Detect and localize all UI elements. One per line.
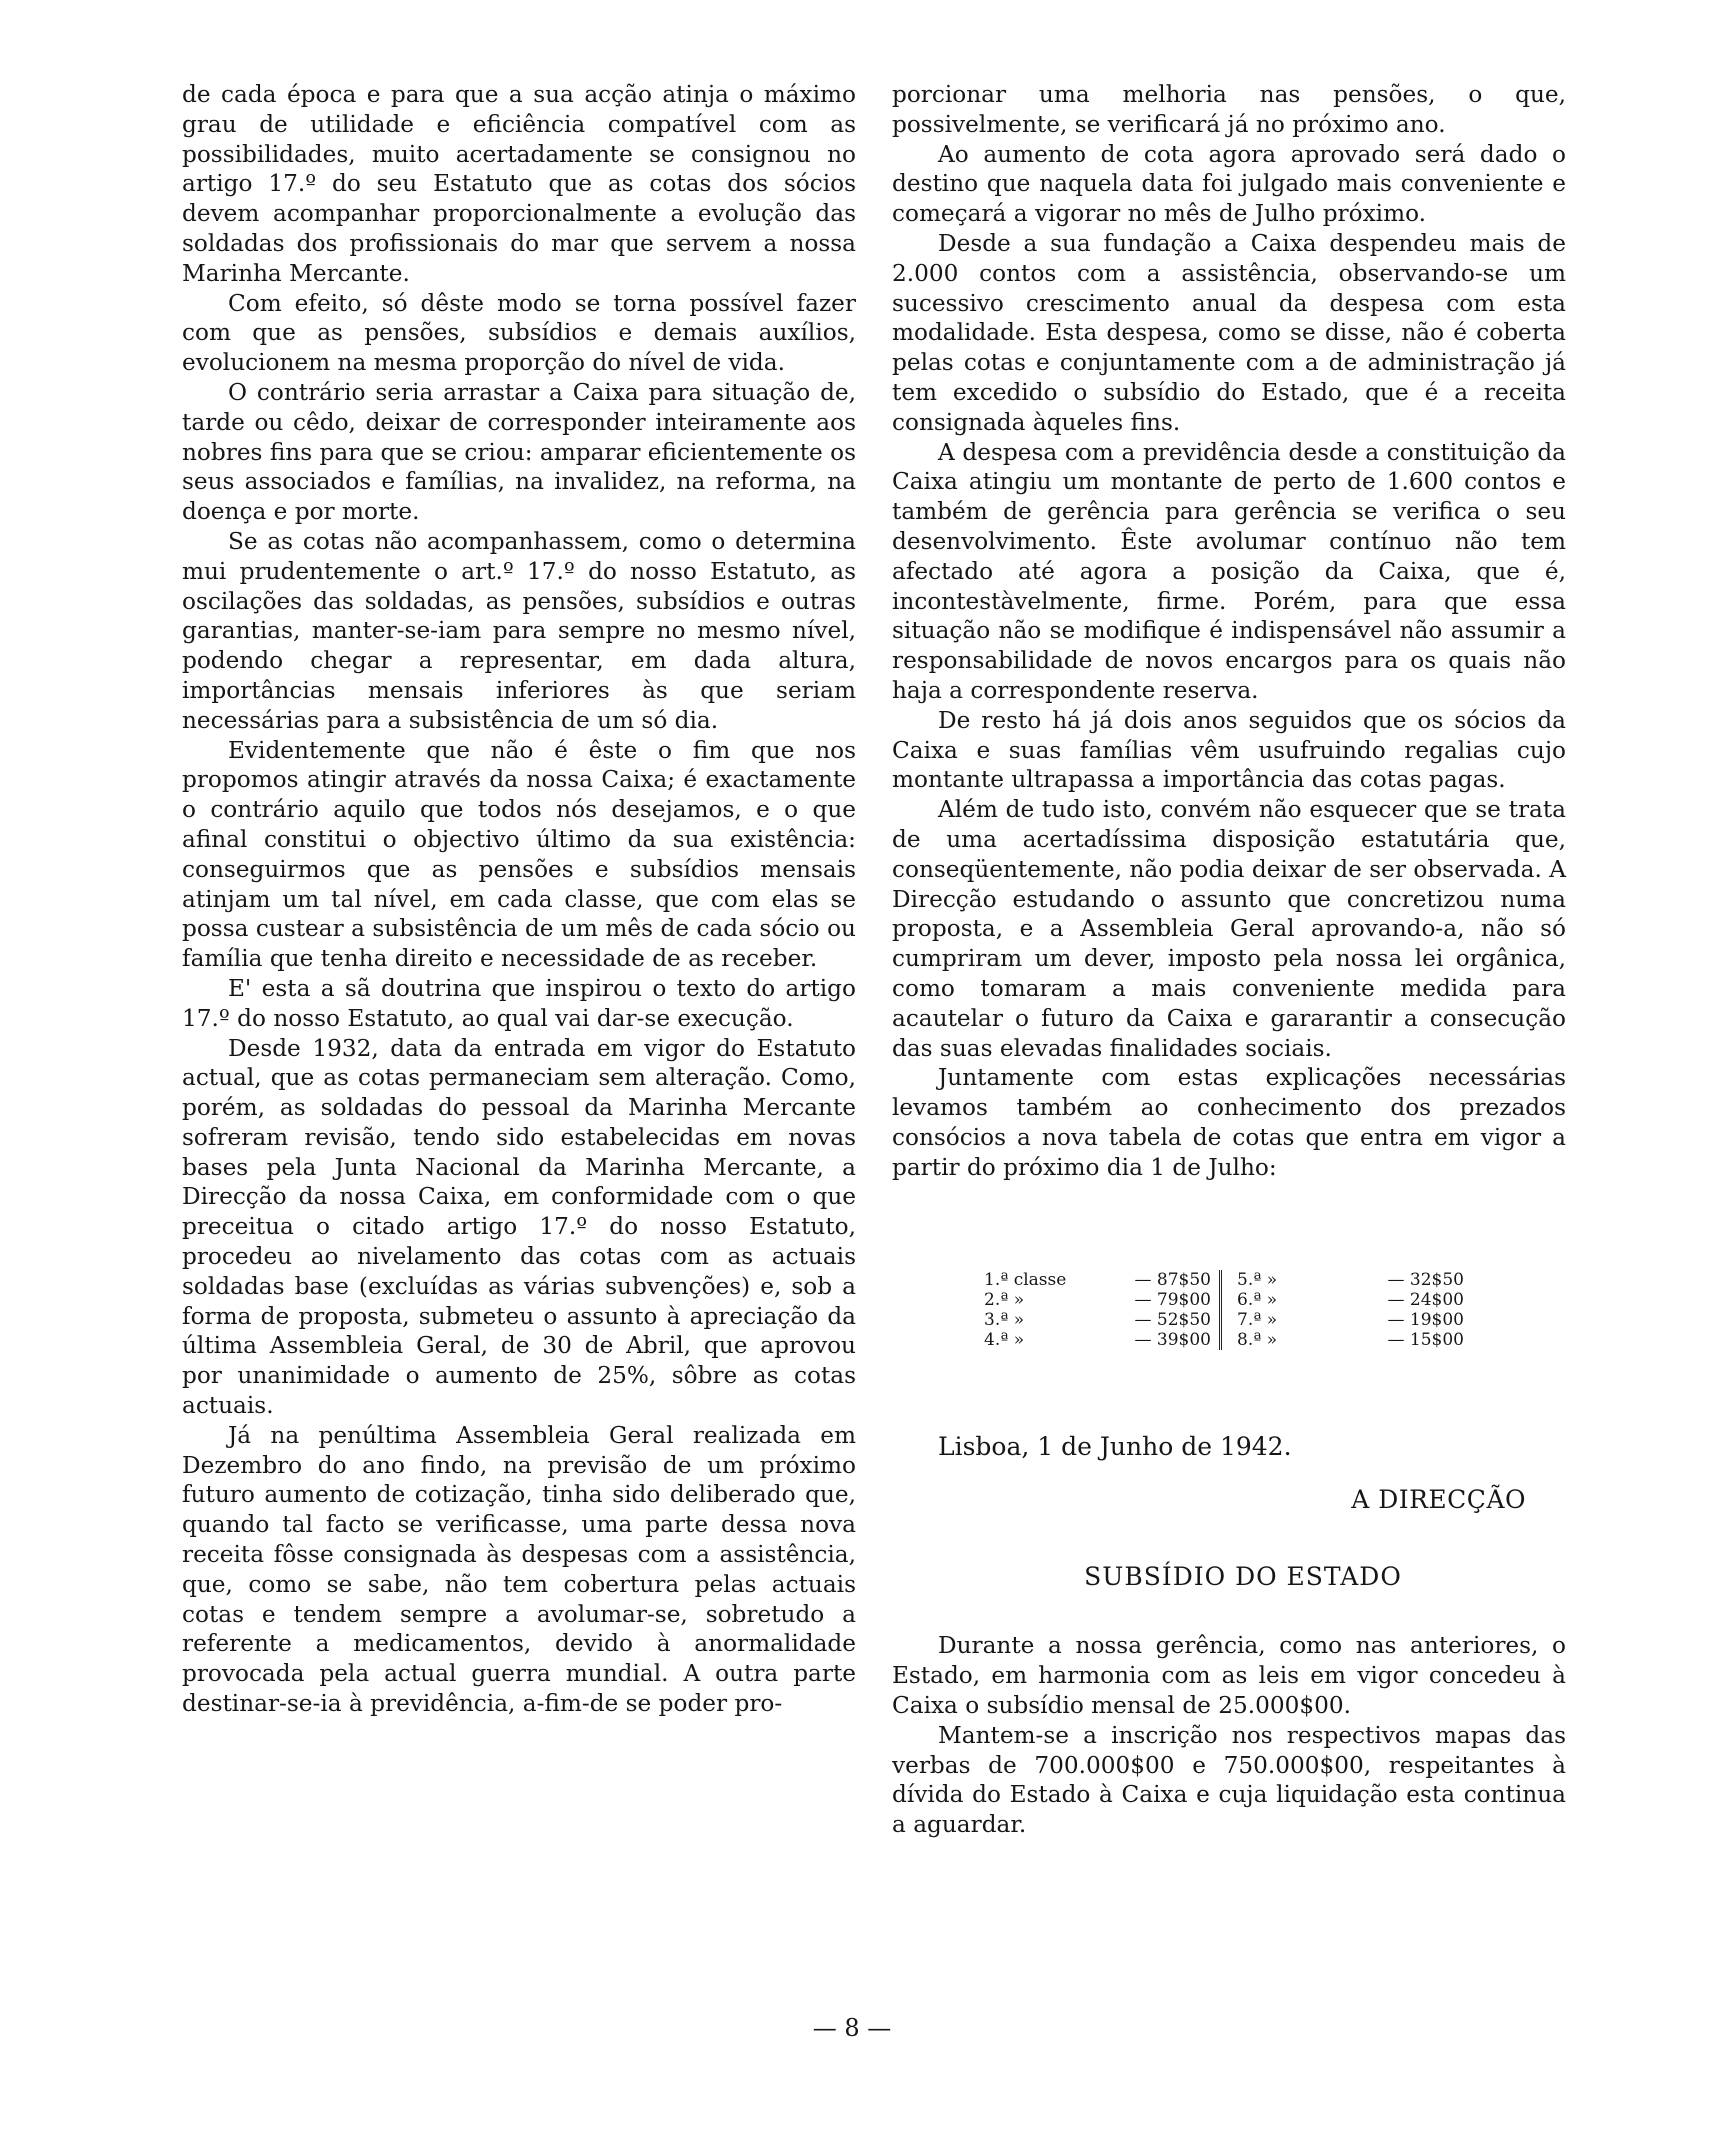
paragraph: Já na penúltima Assembleia Geral realizada em Dezembro do ano findo, na previsão de um próximo futuro aumento de cotização, tinha sido deliberado que, quando tal facto se verificasse, uma parte dessa nova receita fôsse consignada às despesas com a assistência, que, como se sabe, não tem cobertura pelas actuais cotas e tendem sempre a avolumar-se, sobretudo a referente a medicamentos, devido à anormalidade provocada pela actual guerra mundial. A outra parte destinar-se-ia à previdência, a-fim-de se poder pro-: [182, 1421, 856, 1718]
paragraph: Durante a nossa gerência, como nas anteriores, o Estado, em harmonia com as leis em vigor concedeu à Caixa o subsídio mensal de 25.000$00.: [892, 1632, 1566, 1720]
paragraph: Desde a sua fundação a Caixa despendeu mais de 2.000 contos com a assistência, observando-se um sucessivo crescimento anual da despesa com esta modalidade. Esta despesa, como se disse, não é coberta pelas cotas e conjuntamente com a de administração já tem excedido o subsídio do Estado, que é a receita consignada àqueles fins.: [892, 229, 1566, 436]
paragraph: Mantem-se a inscrição nos respectivos mapas das verbas de 700.000$00 e 750.000$00, respeitantes à dívida do Estado à Caixa e cuja liquidação esta continua a aguardar.: [892, 1721, 1566, 1839]
paragraph: De resto há já dois anos seguidos que os sócios da Caixa e suas famílias vêm usufruindo regalias cujo montante ultrapassa a importância das cotas pagas.: [892, 706, 1566, 794]
double-rule-divider: [1219, 1270, 1229, 1350]
rate-value: — 79$00: [1134, 1290, 1211, 1311]
paragraph: porcionar uma melhoria nas pensões, o que, possivelmente, se verificará já no próximo ano.: [892, 81, 1566, 138]
left-column: [182, 80, 856, 1719]
rate-class: 4.ª »: [984, 1330, 1025, 1351]
rate-value: — 15$00: [1387, 1330, 1464, 1351]
right-column: [892, 80, 1566, 1840]
rate-row: [1237, 1270, 1464, 1290]
rate-value: — 52$50: [1134, 1310, 1211, 1331]
rate-row: [984, 1290, 1211, 1310]
rate-class: 7.ª »: [1237, 1310, 1278, 1331]
page-number: — 8 —: [812, 2014, 892, 2042]
paragraph: Além de tudo isto, convém não esquecer que se trata de uma acertadíssima disposição estatutária que, conseqüentemente, não podia deixar de ser observada. A Direcção estudando o assunto que concretizou numa proposta, e a Assembleia Geral aprovando-a, não só cumpriram um dever, imposto pela nossa lei orgânica, como tomaram a mais conveniente medida para acautelar o futuro da Caixa e gararantir a consecução das suas elevadas finalidades sociais.: [892, 796, 1566, 1062]
rate-row: [984, 1310, 1211, 1330]
paragraph: Se as cotas não acompanhassem, como o determina mui prudentemente o art.º 17.º do nosso Estatuto, as oscilações das soldadas, as pensões, subsídios e outras garantias, manter-se-iam para sempre no mesmo nível, podendo chegar a representar, em dada altura, importâncias mensais inferiores às que seriam necessárias para a subsistência de um só dia.: [182, 527, 856, 734]
rate-class: 2.ª »: [984, 1290, 1025, 1311]
rates-left-group: [984, 1270, 1211, 1350]
rate-row: [984, 1330, 1211, 1350]
rate-class: 1.ª classe: [984, 1270, 1067, 1291]
signature: A DIRECÇÃO: [1351, 1485, 1526, 1515]
rate-value: — 32$50: [1387, 1270, 1464, 1291]
document-date: Lisboa, 1 de Junho de 1942.: [938, 1432, 1292, 1462]
rate-value: — 24$00: [1387, 1290, 1464, 1311]
paragraph: Ao aumento de cota agora aprovado será dado o destino que naquela data foi julgado mais conveniente e começará a vigorar no mês de Julho próximo.: [892, 140, 1566, 228]
rate-value: — 87$50: [1134, 1270, 1211, 1291]
rate-class: 3.ª »: [984, 1310, 1025, 1331]
paragraph: E' esta a sã doutrina que inspirou o texto do artigo 17.º do nosso Estatuto, ao qual vai dar-se execução.: [182, 974, 856, 1032]
rate-class: 5.ª »: [1237, 1270, 1278, 1291]
rate-value: — 19$00: [1387, 1310, 1464, 1331]
paragraph: A despesa com a previdência desde a constituição da Caixa atingiu um montante de perto de 1.600 contos e também de gerência para gerência se verifica o seu desenvolvimento. Êste avolumar contínuo não tem afectado até agora a posição da Caixa, que é, incontestàvelmente, firme. Porém, para que essa situação não se modifique é indispensável não assumir a responsabilidade de novos encargos para os quais não haja a correspondente reserva.: [892, 438, 1566, 704]
rate-row: [1237, 1330, 1464, 1350]
rate-row: [1237, 1310, 1464, 1330]
rate-value: — 39$00: [1134, 1330, 1211, 1351]
paragraph: Evidentemente que não é êste o fim que nos propomos atingir através da nossa Caixa; é exactamente o contrário aquilo que todos nós desejamos, e o que afinal constitui o objectivo último da sua existência: conseguirmos que as pensões e subsídios mensais atinjam um tal nível, em cada classe, que com elas se possa custear a subsistência de um mês de cada sócio ou família que tenha direito e necessidade de as receber.: [182, 736, 856, 973]
paragraph: O contrário seria arrastar a Caixa para situação de, tarde ou cêdo, deixar de corresponder inteiramente aos nobres fins para que se criou: amparar eficientemente os seus associados e famílias, na invalidez, na reforma, na doença e por morte.: [182, 378, 856, 526]
paragraph: de cada época e para que a sua acção atinja o máximo grau de utilidade e eficiência compatível com as possibilidades, muito acertadamente se consignou no artigo 17.º do seu Estatuto que as cotas dos sócios devem acompanhar proporcionalmente a evolução das soldadas dos profissionais do mar que servem a nossa Marinha Mercante.: [182, 81, 856, 287]
rate-class: 8.ª »: [1237, 1330, 1278, 1351]
contribution-rates-table: [984, 1270, 1464, 1350]
rate-row: [984, 1270, 1211, 1290]
rate-row: [1237, 1290, 1464, 1310]
section-heading: SUBSÍDIO DO ESTADO: [1084, 1562, 1402, 1592]
rate-class: 6.ª »: [1237, 1290, 1278, 1311]
paragraph: Juntamente com estas explicações necessárias levamos também ao conhecimento dos prezados consócios a nova tabela de cotas que entra em vigor a partir do próximo dia 1 de Julho:: [892, 1064, 1566, 1181]
paragraph: Com efeito, só dêste modo se torna possível fazer com que as pensões, subsídios e demais auxílios, evolucionem na mesma proporção do nível de vida.: [182, 289, 856, 377]
rates-right-group: [1237, 1270, 1464, 1350]
paragraph: Desde 1932, data da entrada em vigor do Estatuto actual, que as cotas permaneciam sem alteração. Como, porém, as soldadas do pessoal da Marinha Mercante sofreram revisão, tendo sido estabelecidas em novas bases pela Junta Nacional da Marinha Mercante, a Direcção da nossa Caixa, em conformidade com o que preceitua o citado artigo 17.º do nosso Estatuto, procedeu ao nivelamento das cotas com as actuais soldadas base (excluídas as várias subvenções) e, sob a forma de proposta, submeteu o assunto à apreciação da última Assembleia Geral, de 30 de Abril, que aprovou por unanimidade o aumento de 25%, sôbre as cotas actuais.: [182, 1034, 856, 1420]
